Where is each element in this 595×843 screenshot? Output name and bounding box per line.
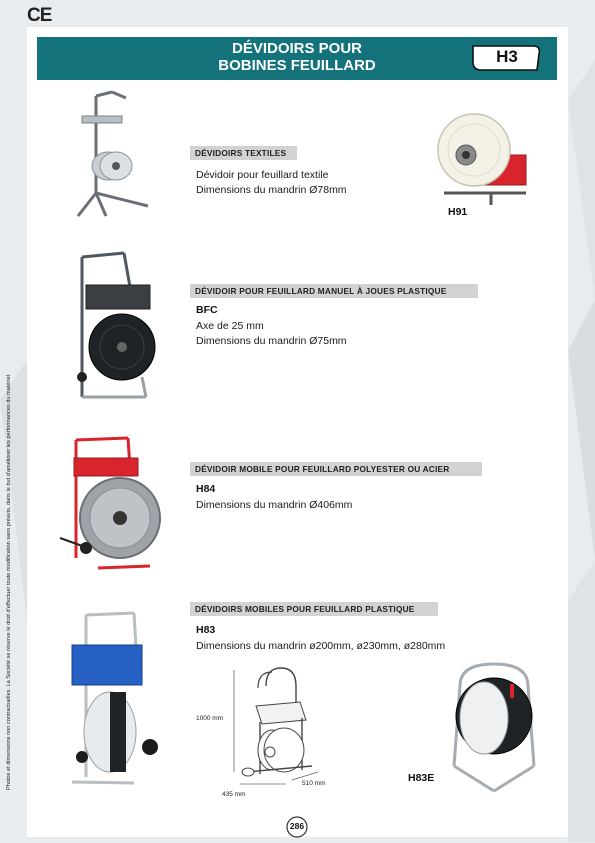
dimension-width: 510 mm: [302, 780, 326, 787]
product-code: H83: [196, 624, 216, 636]
description-line: Axe de 25 mm: [196, 320, 264, 332]
description-line: Dimensions du mandrin Ø78mm: [196, 184, 347, 196]
description-line: Dimensions du mandrin Ø406mm: [196, 499, 353, 511]
dimension-depth: 435 mm: [222, 791, 246, 798]
textile-dispenser-image: [68, 88, 158, 223]
page-number: 286: [289, 821, 305, 831]
product-description: [196, 639, 445, 654]
disclaimer-note: Photos et dimensions non contractuelles. La Société se réserve le droit d'effectuer toute modification sans préavis, dans le but d'améliorer les performances du matériel.: [6, 373, 12, 790]
product-description: [196, 498, 352, 513]
dimension-drawing: [226, 662, 336, 787]
image-code-h83e: H83E: [408, 772, 435, 784]
description-line: Dévidoir pour feuillard textile: [196, 169, 329, 181]
product-description: [196, 319, 347, 349]
h83-dispenser-image: [64, 607, 164, 792]
page-header: [37, 37, 557, 80]
category-tag: DÉVIDOIR MOBILE POUR FEUILLARD POLYESTER OU ACIER: [190, 462, 482, 476]
product-code: BFC: [196, 304, 218, 316]
h84-dispenser-image: [58, 428, 158, 578]
product-description: [196, 168, 347, 198]
image-code-h91: H91: [448, 206, 468, 218]
description-line: Dimensions du mandrin ø200mm, ø230mm, ø280mm: [196, 640, 446, 652]
category-tag: DÉVIDOIRS TEXTILES: [190, 146, 297, 160]
page-number-badge: [286, 816, 308, 838]
product-code: H84: [196, 483, 216, 495]
section-code: H3: [496, 47, 518, 66]
category-tag: DÉVIDOIR POUR FEUILLARD MANUEL À JOUES PLASTIQUE: [190, 284, 478, 298]
bfc-dispenser-image: [72, 247, 162, 407]
h91-dispenser-image: [436, 95, 536, 205]
h83e-dispenser-image: [444, 656, 544, 796]
page-title-line1: DÉVIDOIRS POUR: [231, 40, 363, 57]
ce-mark: CE: [27, 5, 52, 26]
dimension-height: 1000 mm: [196, 715, 224, 722]
category-tag: DÉVIDOIRS MOBILES POUR FEUILLARD PLASTIQUE: [190, 602, 438, 616]
description-line: Dimensions du mandrin Ø75mm: [196, 335, 347, 347]
section-code-badge: [471, 42, 543, 73]
page-title-line2: BOBINES FEUILLARD: [218, 57, 376, 74]
